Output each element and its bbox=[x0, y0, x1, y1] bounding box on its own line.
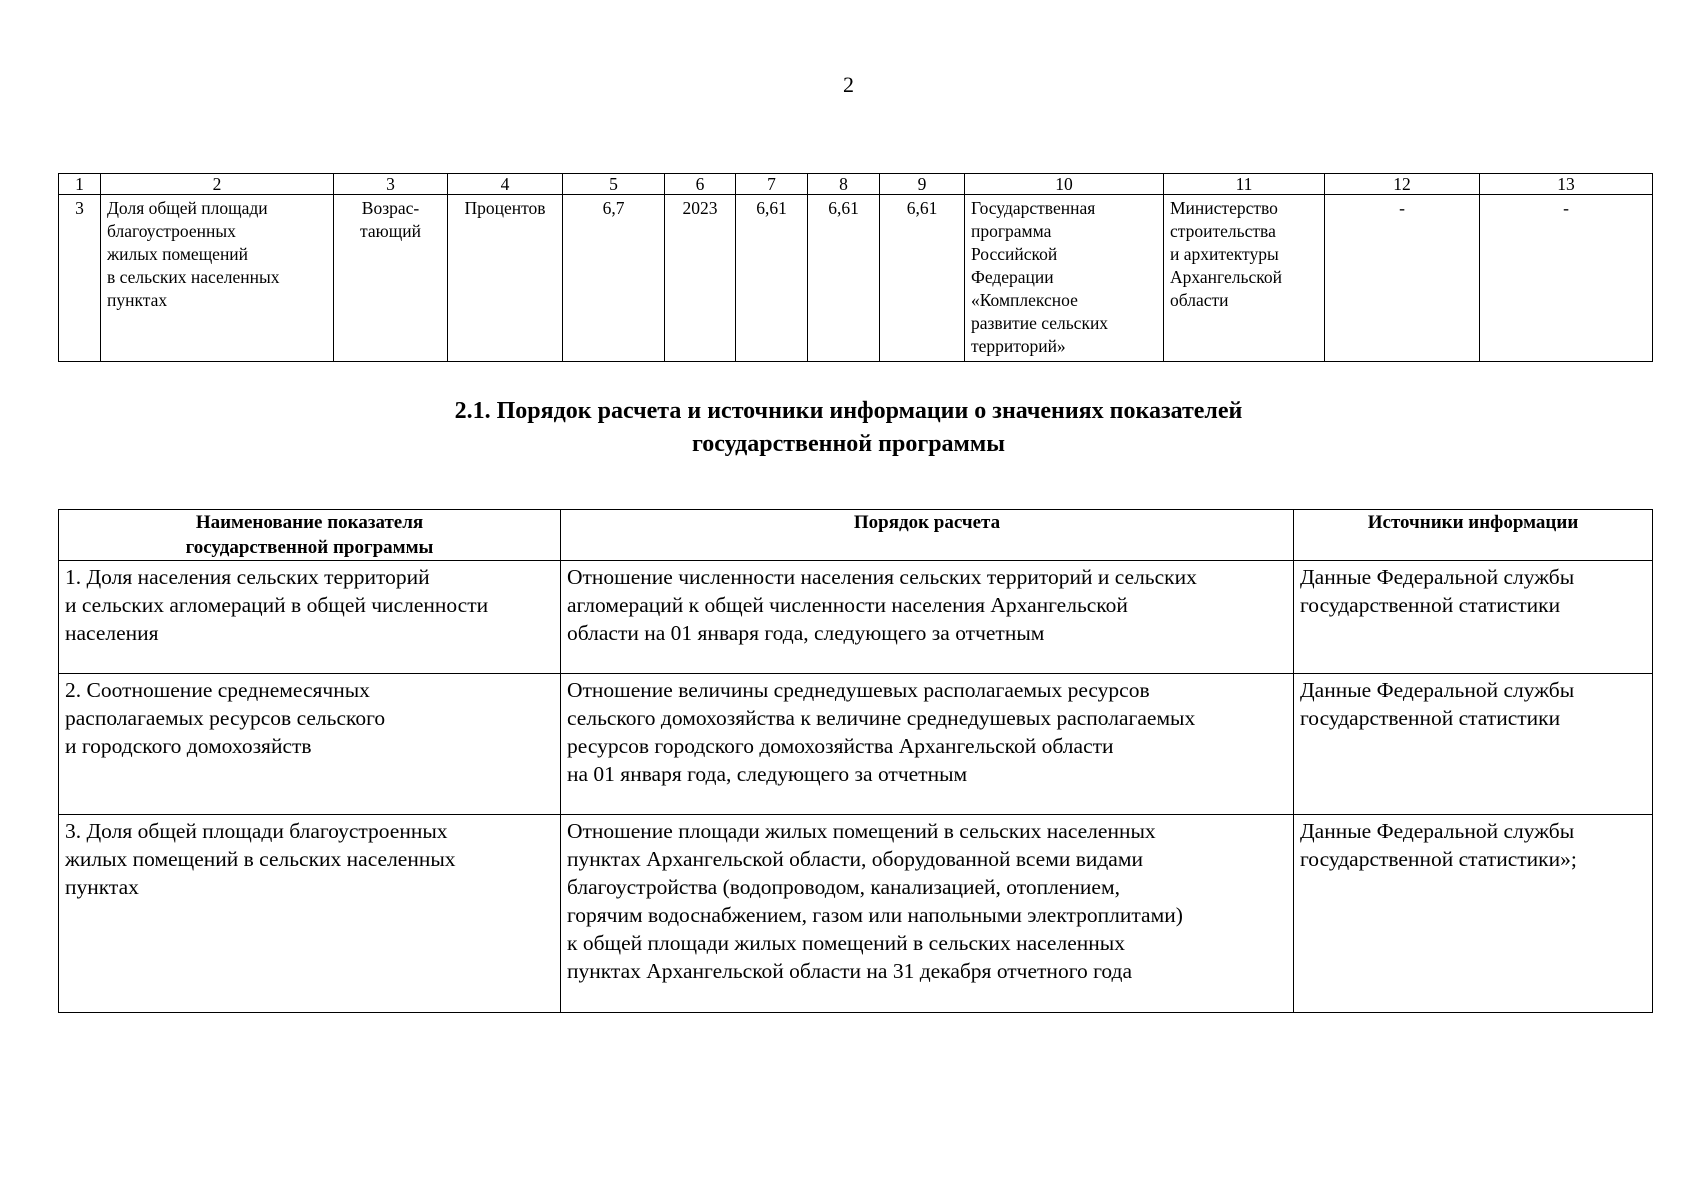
calculation-method: Отношение численности населения сельских территорий и сельских агломераций к общей численности населения Архангельской области на 01 января года, следующего за отчетным bbox=[561, 561, 1294, 674]
column-number: 10 bbox=[965, 174, 1164, 195]
indicator-name: Доля общей площади благоустроенных жилых помещений в сельских населенных пунктах bbox=[101, 195, 334, 362]
row-number: 3 bbox=[59, 195, 101, 362]
column-number-row bbox=[59, 174, 1653, 195]
unit: Процентов bbox=[448, 195, 563, 362]
information-source: Данные Федеральной службы государственной статистики bbox=[1294, 674, 1653, 815]
base-value: 6,7 bbox=[563, 195, 665, 362]
trend: Возрас- тающий bbox=[334, 195, 448, 362]
indicator-name: 2. Соотношение среднемесячных располагаемых ресурсов сельского и городского домохозяйств bbox=[59, 674, 561, 815]
column-13-value: - bbox=[1480, 195, 1653, 362]
table-row bbox=[59, 674, 1653, 815]
indicator-name: 1. Доля населения сельских территорий и сельских агломераций в общей численности населения bbox=[59, 561, 561, 674]
column-number: 13 bbox=[1480, 174, 1653, 195]
page-number: 2 bbox=[843, 72, 854, 97]
calculation-method: Отношение величины среднедушевых располагаемых ресурсов сельского домохозяйства к величине среднедушевых располагаемых ресурсов городского домохозяйства Архангельской области на 01 января года, следующего за отчетным bbox=[561, 674, 1294, 815]
column-number: 8 bbox=[808, 174, 880, 195]
column-number: 5 bbox=[563, 174, 665, 195]
header-row bbox=[59, 510, 1653, 561]
indicator-table bbox=[58, 173, 1653, 362]
column-number: 3 bbox=[334, 174, 448, 195]
program-link: Государственная программа Российской Федерации «Комплексное развитие сельских территорий» bbox=[965, 195, 1164, 362]
value-year-1: 6,61 bbox=[736, 195, 808, 362]
base-year: 2023 bbox=[665, 195, 736, 362]
responsible-body: Министерство строительства и архитектуры Архангельской области bbox=[1164, 195, 1325, 362]
column-number: 9 bbox=[880, 174, 965, 195]
header-sources: Источники информации bbox=[1294, 510, 1653, 561]
calculation-table bbox=[58, 509, 1653, 1013]
column-12-value: - bbox=[1325, 195, 1480, 362]
table-row bbox=[59, 195, 1653, 362]
section-heading: 2.1. Порядок расчета и источники информации о значениях показателей государственной программы bbox=[454, 398, 1243, 457]
column-number: 11 bbox=[1164, 174, 1325, 195]
column-number: 6 bbox=[665, 174, 736, 195]
value-year-2: 6,61 bbox=[808, 195, 880, 362]
table-row bbox=[59, 815, 1653, 1013]
column-number: 12 bbox=[1325, 174, 1480, 195]
information-source: Данные Федеральной службы государственной статистики bbox=[1294, 561, 1653, 674]
information-source: Данные Федеральной службы государственной статистики»; bbox=[1294, 815, 1653, 1013]
value-year-3: 6,61 bbox=[880, 195, 965, 362]
indicator-name: 3. Доля общей площади благоустроенных жилых помещений в сельских населенных пунктах bbox=[59, 815, 561, 1013]
table-row bbox=[59, 561, 1653, 674]
calculation-method: Отношение площади жилых помещений в сельских населенных пунктах Архангельской области, оборудованной всеми видами благоустройства (водопроводом, канализацией, отоплением, горячим водоснабжением, газом или напольными электроплитами) к общей площади жилых помещений в сельских населенных пунктах Архангельской области на 31 декабря отчетного года bbox=[561, 815, 1294, 1013]
header-indicator-name: Наименование показателя государственной программы bbox=[59, 510, 561, 561]
column-number: 1 bbox=[59, 174, 101, 195]
header-calculation: Порядок расчета bbox=[561, 510, 1294, 561]
column-number: 7 bbox=[736, 174, 808, 195]
column-number: 2 bbox=[101, 174, 334, 195]
column-number: 4 bbox=[448, 174, 563, 195]
